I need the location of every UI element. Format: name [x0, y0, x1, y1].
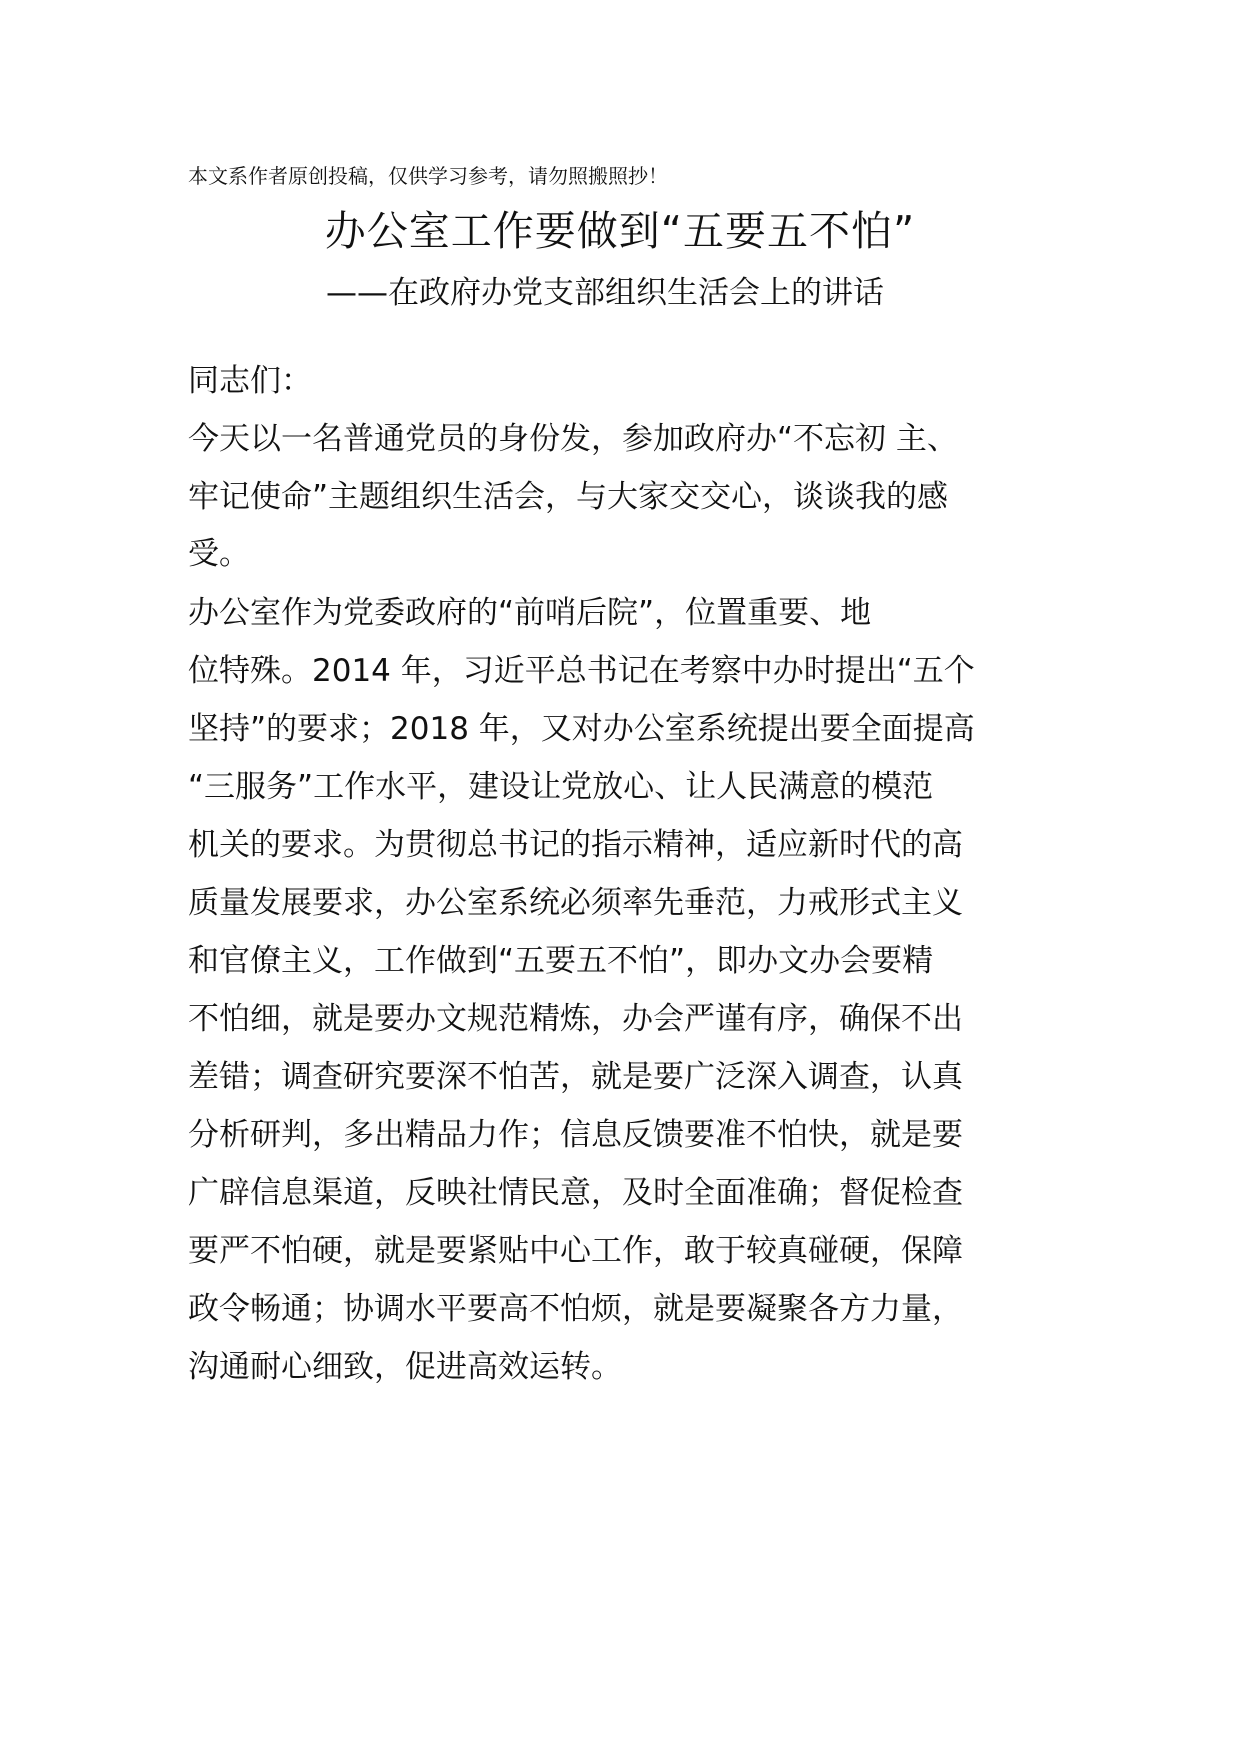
paragraph-2-line: 机关的要求。为贯彻总书记的指示精神，适应新时代的高 — [188, 827, 963, 863]
paragraph-1-line: 受。 — [188, 536, 250, 572]
paragraph-2-line: 差错；调查研究要深不怕苦，就是要广泛深入调查，认真 — [188, 1059, 963, 1095]
document-subtitle: ——在政府办党支部组织生活会上的讲话 — [326, 275, 884, 311]
paragraph-2-line: 办公室作为党委政府的“前哨后院”，位置重要、地 — [188, 595, 872, 631]
document-title: 办公室工作要做到“五要五不怕” — [324, 207, 916, 255]
paragraph-2-line: 和官僚主义，工作做到“五要五不怕”，即办文办会要精 — [188, 943, 934, 979]
paragraph-2-line: 坚持”的要求；2018 年，又对办公室系统提出要全面提高 — [188, 711, 975, 747]
paragraph-2-line: 广辟信息渠道，反映社情民意，及时全面准确；督促检查 — [188, 1175, 963, 1211]
paragraph-1-line: 今天以一名普通党员的身份发，参加政府办“不忘初 主、 — [188, 421, 958, 457]
greeting: 同志们： — [188, 363, 312, 399]
paragraph-2-line: 沟通耐心细致，促进高效运转。 — [188, 1349, 622, 1385]
paragraph-2-line: 政令畅通；协调水平要高不怕烦，就是要凝聚各方力量， — [188, 1291, 963, 1327]
paragraph-2-line: 分析研判，多出精品力作；信息反馈要准不怕快，就是要 — [188, 1117, 963, 1153]
copyright-notice: 本文系作者原创投稿，仅供学习参考，请勿照搬照抄！ — [188, 164, 668, 188]
paragraph-2-line: 质量发展要求，办公室系统必须率先垂范，力戒形式主义 — [188, 885, 963, 921]
paragraph-2-line: “三服务”工作水平，建设让党放心、让人民满意的模范 — [188, 769, 934, 805]
paragraph-2-line: 位特殊。2014 年，习近平总书记在考察中办时提出“五个 — [188, 653, 975, 689]
paragraph-2-line: 要严不怕硬，就是要紧贴中心工作，敢于较真碰硬，保障 — [188, 1233, 963, 1269]
paragraph-1-line: 牢记使命”主题组织生活会，与大家交交心，谈谈我的感 — [188, 479, 949, 515]
paragraph-2-line: 不怕细，就是要办文规范精炼，办会严谨有序，确保不出 — [188, 1001, 963, 1037]
